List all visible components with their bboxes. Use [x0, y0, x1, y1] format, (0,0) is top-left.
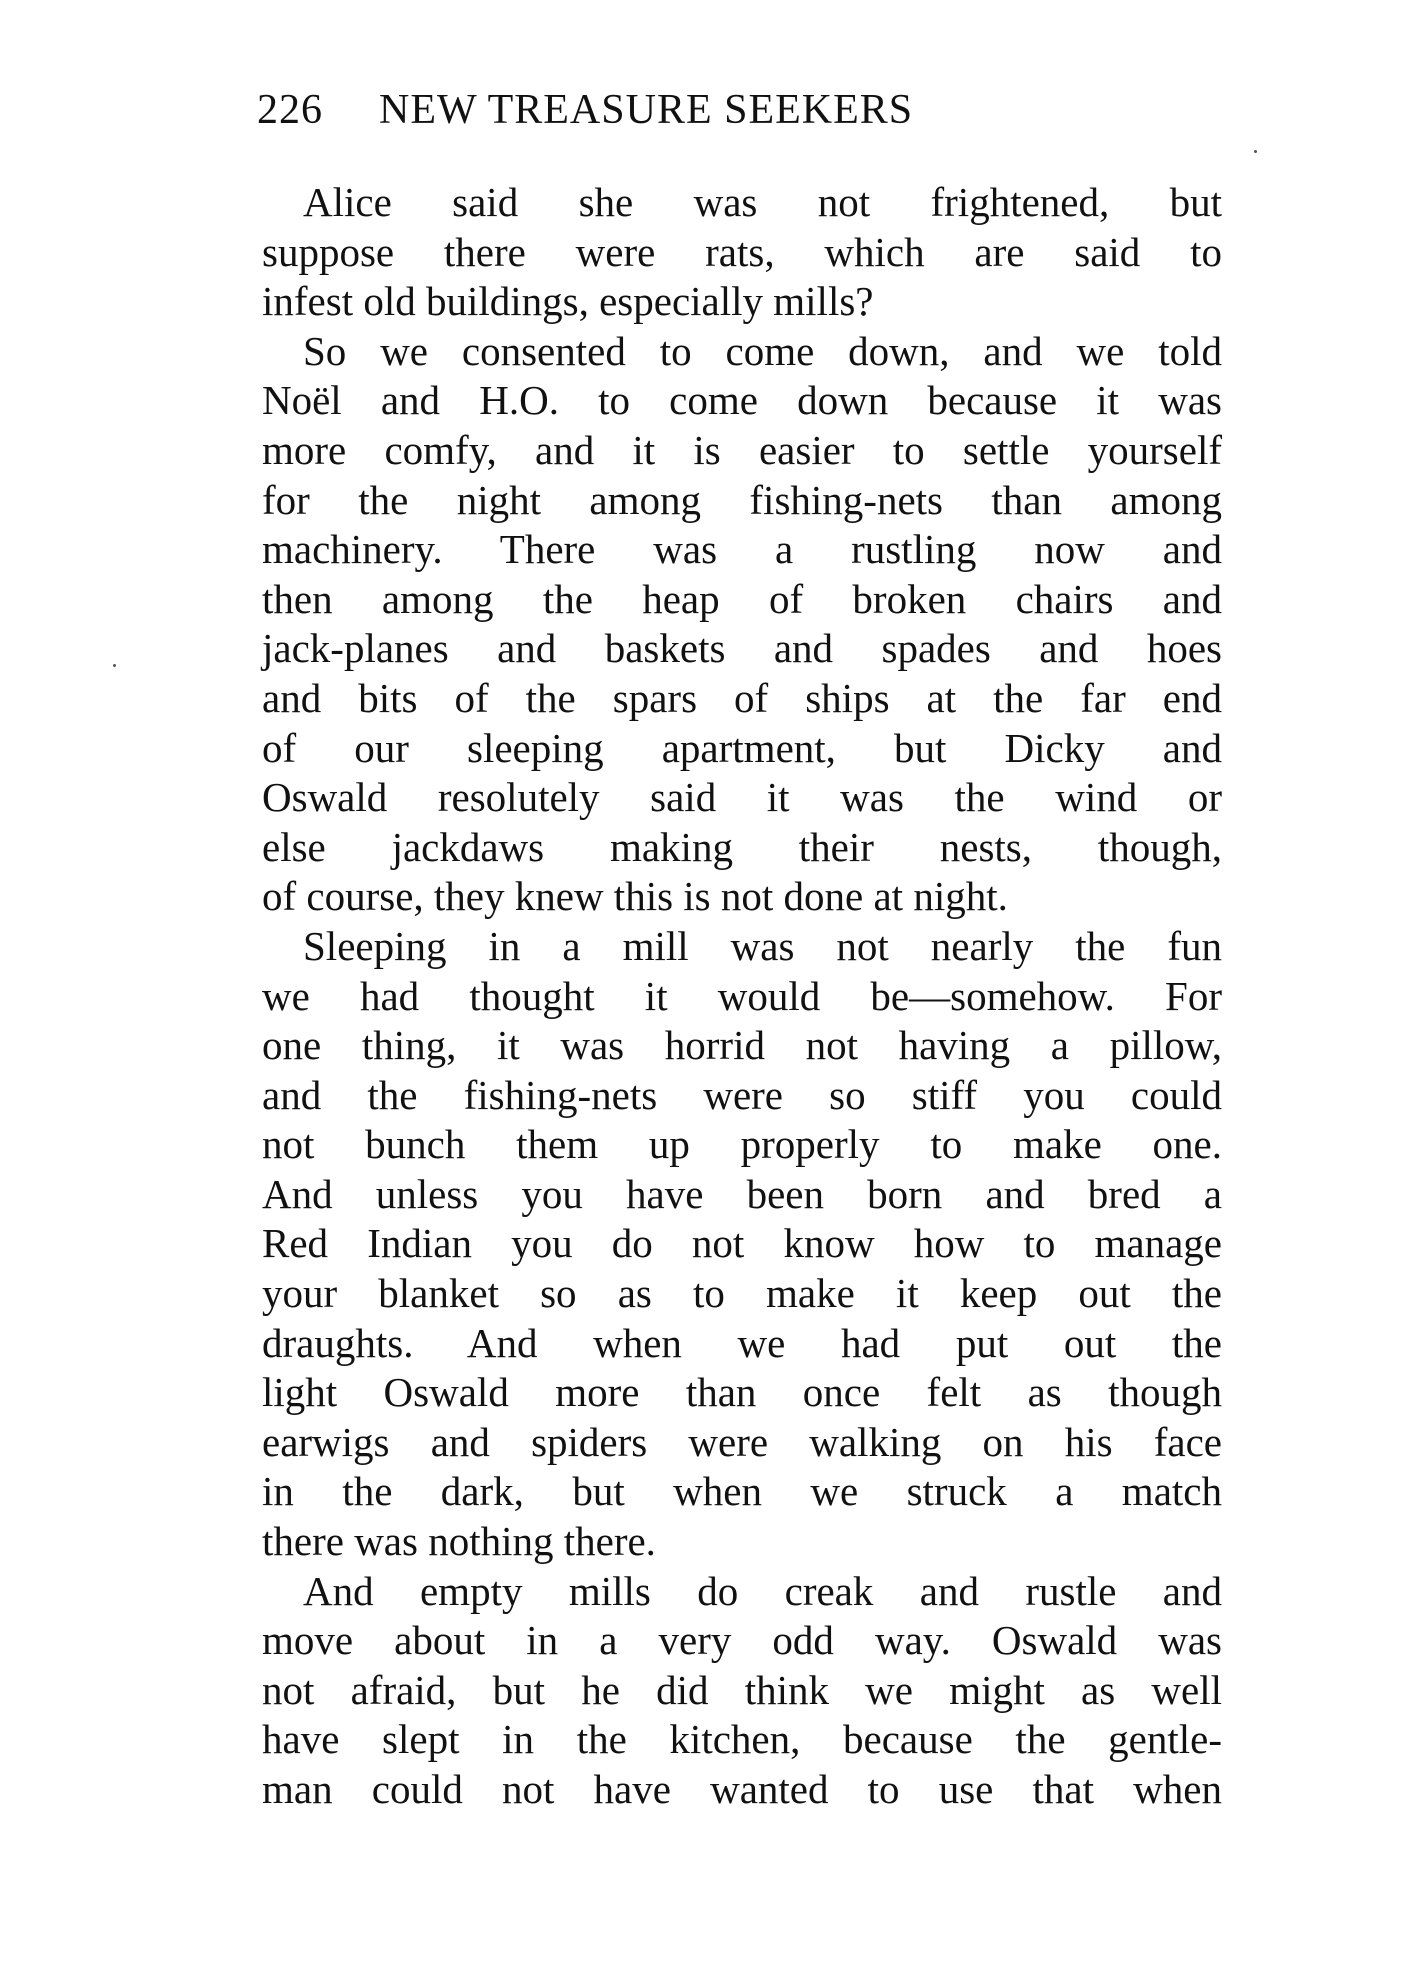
text-line: light Oswald more than once felt as though	[262, 1369, 1222, 1416]
text-line: jack-planes and baskets and spades and hoes	[262, 625, 1222, 672]
ink-speck	[1254, 150, 1257, 153]
text-line: infest old buildings, especially mills?	[262, 278, 874, 325]
paragraph-3	[262, 922, 1222, 1567]
text-line: we had thought it would be—somehow. For	[262, 972, 1222, 1019]
ink-speck	[113, 664, 116, 667]
text-line: And unless you have been born and bred a	[262, 1170, 1222, 1217]
text-line: Oswald resolutely said it was the wind or	[262, 774, 1222, 821]
book-title: NEW TREASURE SEEKERS	[379, 87, 914, 133]
text-line: else jackdaws making their nests, though,	[262, 823, 1222, 870]
text-line: Noël and H.O. to come down because it was	[262, 377, 1222, 424]
running-head	[257, 86, 1157, 146]
text-line: draughts. And when we had put out the	[262, 1319, 1222, 1366]
text-line: more comfy, and it is easier to settle yourself	[262, 426, 1222, 473]
text-line: machinery. There was a rustling now and	[262, 526, 1222, 573]
text-line: So we consented to come down, and we told	[262, 327, 1222, 374]
text-line: suppose there were rats, which are said to	[262, 228, 1222, 275]
paragraph-4	[262, 1567, 1222, 1815]
text-line: and the fishing-nets were so stiff you could	[262, 1071, 1222, 1118]
text-line: not afraid, but he did think we might as well	[262, 1666, 1222, 1713]
text-line: and bits of the spars of ships at the far end	[262, 674, 1222, 721]
paragraph-2	[262, 327, 1222, 922]
text-line: Alice said she was not frightened, but	[262, 179, 1222, 225]
body-text	[262, 178, 1222, 1815]
text-line: Red Indian you do not know how to manage	[262, 1220, 1222, 1267]
text-line: in the dark, but when we struck a match	[262, 1468, 1222, 1515]
text-line: not bunch them up properly to make one.	[262, 1121, 1222, 1168]
text-line: for the night among fishing-nets than among	[262, 476, 1222, 523]
text-line: And empty mills do creak and rustle and	[262, 1567, 1222, 1614]
text-line: Sleeping in a mill was not nearly the fun	[262, 922, 1222, 969]
text-line: earwigs and spiders were walking on his face	[262, 1418, 1222, 1465]
text-line: there was nothing there.	[262, 1518, 656, 1565]
text-line: one thing, it was horrid not having a pillow,	[262, 1022, 1222, 1069]
paragraph-1	[262, 178, 1222, 327]
text-line: have slept in the kitchen, because the gentle-	[262, 1716, 1222, 1763]
text-line: of our sleeping apartment, but Dicky and	[262, 724, 1222, 771]
text-line: move about in a very odd way. Oswald was	[262, 1617, 1222, 1664]
text-line: of course, they knew this is not done at night.	[262, 873, 1008, 920]
text-line: your blanket so as to make it keep out the	[262, 1270, 1222, 1317]
text-line: then among the heap of broken chairs and	[262, 575, 1222, 622]
page-number: 226	[257, 87, 323, 133]
text-line: man could not have wanted to use that when	[262, 1766, 1222, 1812]
